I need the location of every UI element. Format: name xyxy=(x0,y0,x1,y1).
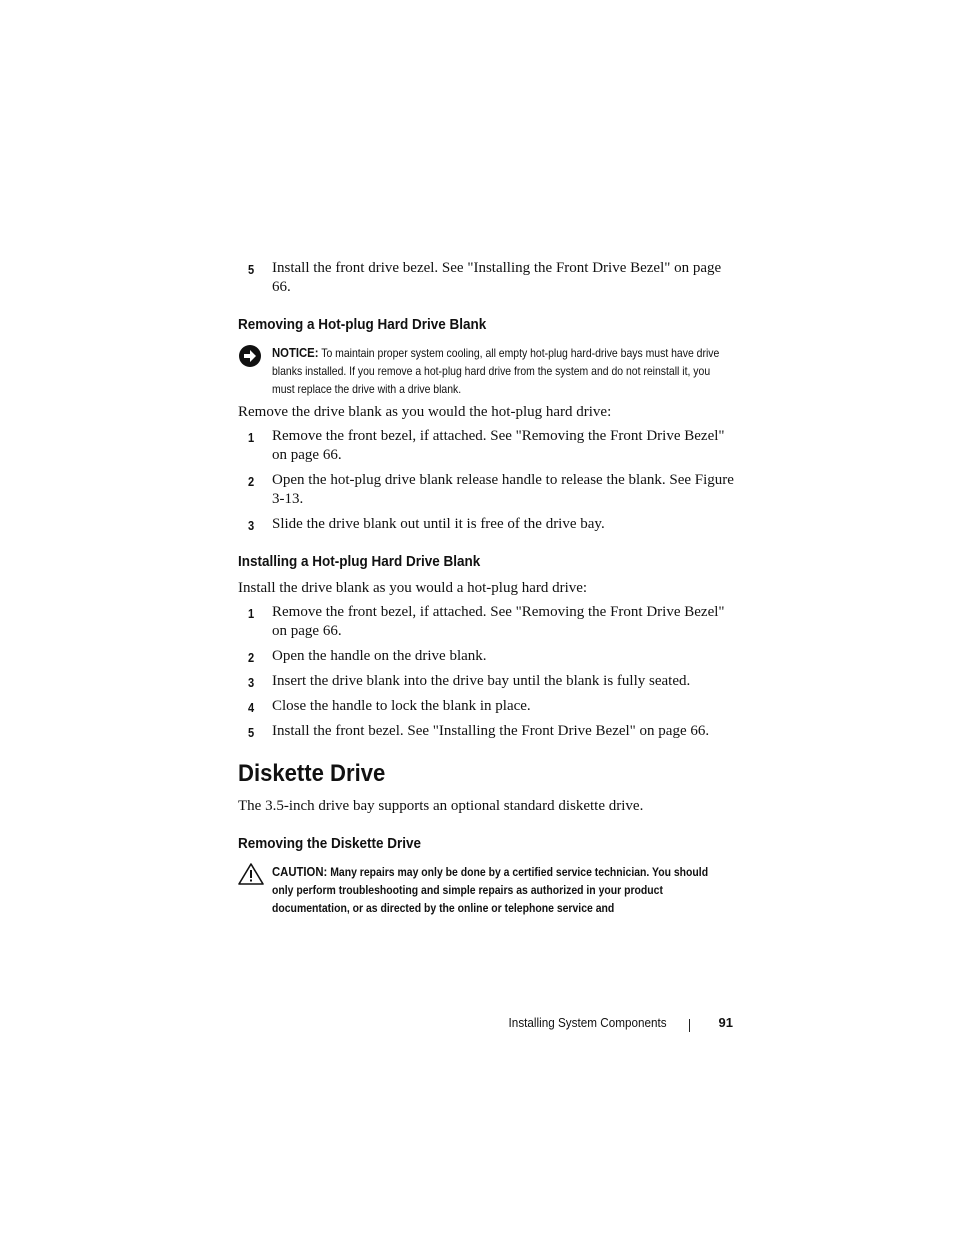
step-number: 1 xyxy=(248,606,255,621)
step-text: Slide the drive blank out until it is free of the drive bay. xyxy=(272,516,605,532)
step-item xyxy=(238,515,738,534)
footer-divider xyxy=(689,1019,690,1032)
step-text: Insert the drive blank into the drive bay until the blank is fully seated. xyxy=(272,673,691,689)
step-number: 5 xyxy=(248,262,255,277)
step-item xyxy=(238,427,738,465)
step-item xyxy=(238,603,738,641)
notice-arrow-icon xyxy=(238,344,262,373)
step-number: 4 xyxy=(248,700,255,715)
step-text: Remove the front bezel, if attached. See "Removing the Front Drive Bezel" on page 66. xyxy=(272,604,725,639)
page-section-title: Diskette Drive xyxy=(238,760,386,787)
step-text: Install the front drive bezel. See "Installing the Front Drive Bezel" on page 66. xyxy=(272,260,722,295)
step-text: Remove the front bezel, if attached. See "Removing the Front Drive Bezel" on page 66. xyxy=(272,428,725,463)
step-item xyxy=(238,647,738,666)
step-item xyxy=(238,259,738,297)
paragraph: Remove the drive blank as you would the hot-plug hard drive: xyxy=(238,404,612,420)
step-number: 2 xyxy=(248,474,255,489)
step-text: Open the handle on the drive blank. xyxy=(272,648,487,664)
step-item xyxy=(238,697,738,716)
step-item xyxy=(238,722,758,741)
section-heading-installing-blank: Installing a Hot-plug Hard Drive Blank xyxy=(238,553,481,570)
step-number: 3 xyxy=(248,518,255,533)
notice-text: To maintain proper system cooling, all empty hot-plug hard-drive bays must have drive blanks installed. If you remove a hot-plug hard drive from the system and do not reinstall it, you must replace the drive with a drive blank. xyxy=(272,346,720,396)
step-number: 2 xyxy=(248,650,255,665)
section-heading-removing-blank: Removing a Hot-plug Hard Drive Blank xyxy=(238,316,487,333)
step-text: Close the handle to lock the blank in place. xyxy=(272,698,531,714)
step-text: Install the front bezel. See "Installing the Front Drive Bezel" on page 66. xyxy=(272,723,710,739)
step-item xyxy=(238,471,738,509)
caution-triangle-icon xyxy=(238,863,264,890)
notice-label: NOTICE: xyxy=(272,345,319,360)
step-item xyxy=(238,672,738,691)
step-number: 1 xyxy=(248,430,255,445)
footer-section-title: Installing System Components xyxy=(508,1015,667,1030)
step-text: Open the hot-plug drive blank release handle to release the blank. See Figure 3-13. xyxy=(272,472,734,507)
page-number: 91 xyxy=(718,1015,733,1030)
caution-box xyxy=(238,863,738,917)
paragraph: Install the drive blank as you would a hot-plug hard drive: xyxy=(238,580,588,596)
step-number: 3 xyxy=(248,675,255,690)
caution-text: Many repairs may only be done by a certified service technician. You should only perform troubleshooting and simple repairs as authorized in your product documentation, or as directed by the online or telephone service and xyxy=(272,865,709,915)
notice-box xyxy=(238,344,738,398)
caution-label: CAUTION: xyxy=(272,864,328,879)
page-footer xyxy=(470,1015,735,1035)
paragraph: The 3.5-inch drive bay supports an optional standard diskette drive. xyxy=(238,798,644,814)
section-heading-removing-diskette: Removing the Diskette Drive xyxy=(238,835,422,852)
step-number: 5 xyxy=(248,725,255,740)
